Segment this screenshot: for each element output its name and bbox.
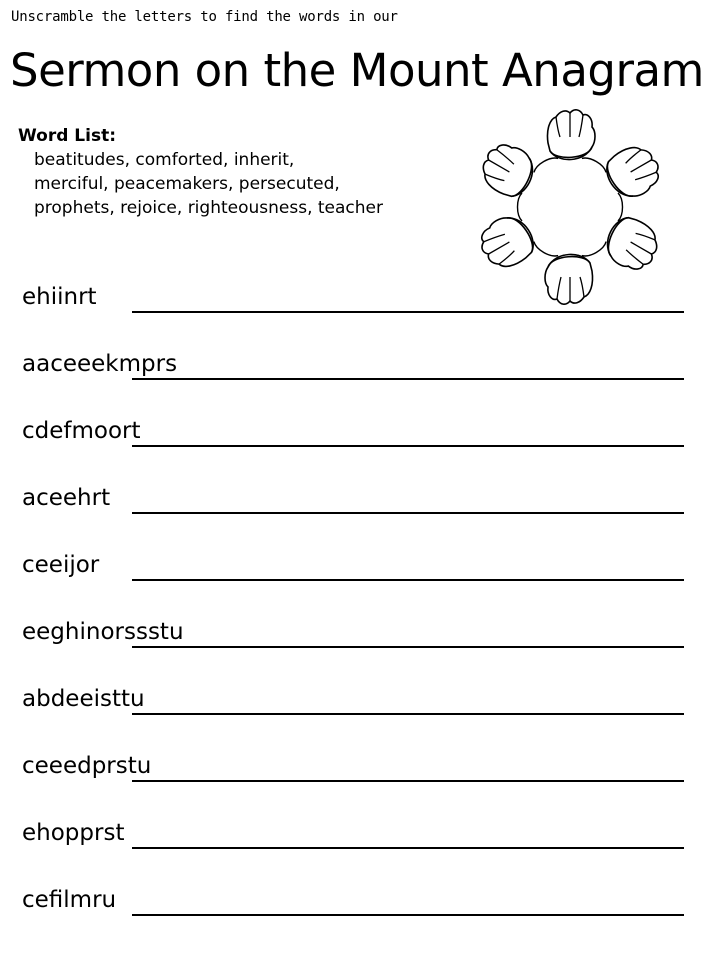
answer-line[interactable] xyxy=(132,579,684,581)
anagram-row xyxy=(22,887,684,927)
answer-line[interactable] xyxy=(132,378,684,380)
scrambled-word: aceehrt xyxy=(22,485,111,511)
anagram-row xyxy=(22,820,684,860)
instruction-text: Unscramble the letters to find the words in our xyxy=(11,9,398,25)
answer-line[interactable] xyxy=(132,713,684,715)
anagram-row xyxy=(22,619,684,659)
word-list-line: prophets, rejoice, righteousness, teacher xyxy=(34,198,383,218)
anagram-row xyxy=(22,686,684,726)
scrambled-word: abdeeisttu xyxy=(22,686,145,712)
scrambled-word: eeghinorssstu xyxy=(22,619,184,645)
anagram-row xyxy=(22,485,684,525)
scrambled-word: cdefmoort xyxy=(22,418,141,444)
scrambled-word: ceeedprstu xyxy=(22,753,152,779)
word-list xyxy=(18,124,383,220)
answer-line[interactable] xyxy=(132,646,684,648)
word-list-line: beatitudes, comforted, inherit, xyxy=(34,150,295,170)
anagram-row xyxy=(22,351,684,391)
anagram-row xyxy=(22,418,684,458)
anagram-row xyxy=(22,552,684,592)
anagram-row xyxy=(22,753,684,793)
circle-of-hands-icon xyxy=(480,105,660,310)
scrambled-word: aaceeekmprs xyxy=(22,351,178,377)
scrambled-word: ehopprst xyxy=(22,820,125,846)
answer-line[interactable] xyxy=(132,512,684,514)
word-list-heading: Word List: xyxy=(18,126,116,146)
word-list-line: merciful, peacemakers, persecuted, xyxy=(34,174,340,194)
scrambled-word: ceeijor xyxy=(22,552,100,578)
answer-line[interactable] xyxy=(132,847,684,849)
answer-line[interactable] xyxy=(132,780,684,782)
answer-line[interactable] xyxy=(132,445,684,447)
scrambled-word: ehiinrt xyxy=(22,284,97,310)
scrambled-word: cefilmru xyxy=(22,887,117,913)
page-title: Sermon on the Mount Anagram xyxy=(10,44,704,97)
answer-line[interactable] xyxy=(132,311,684,313)
answer-line[interactable] xyxy=(132,914,684,916)
anagram-row xyxy=(22,284,684,324)
